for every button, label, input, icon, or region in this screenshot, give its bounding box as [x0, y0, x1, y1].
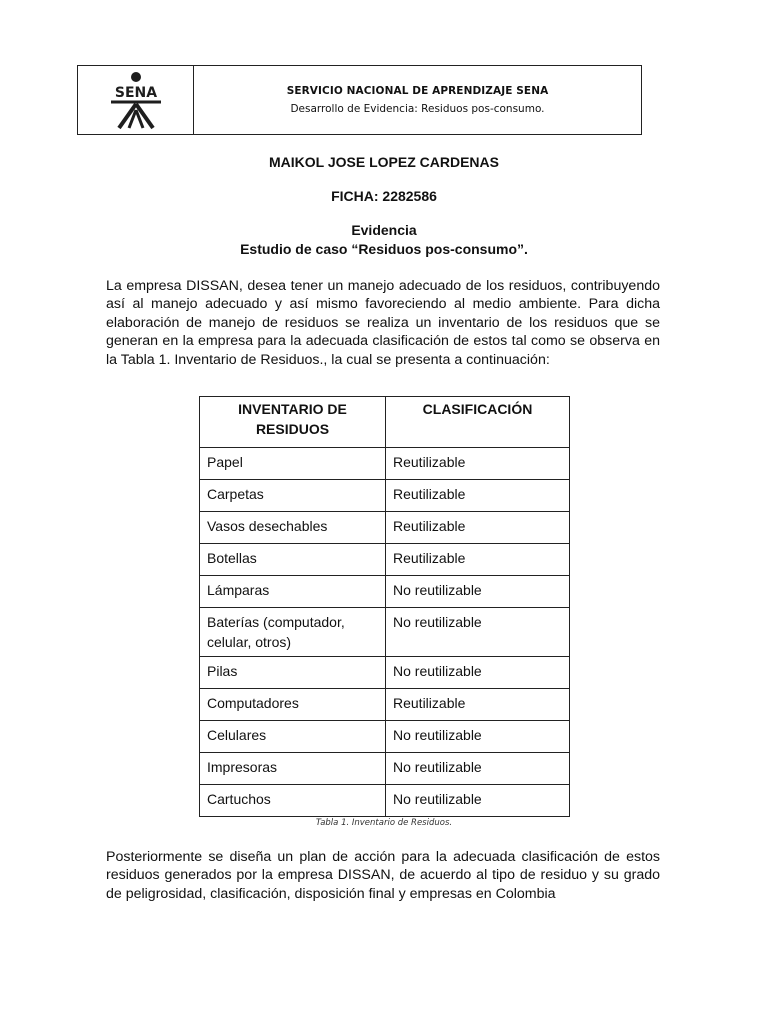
sena-logo-icon	[107, 70, 165, 130]
closing-paragraph: Posteriormente se diseña un plan de acción para la adecuada clasificación de estos residuos generados por la empresa DISSAN, de acuerdo al tipo de residuo y su grado de peligrosidad, clasificación, disposición final y empresas en Colombia	[106, 849, 660, 902]
classification: Reutilizable	[386, 512, 570, 544]
table-row	[200, 785, 570, 817]
classification: No reutilizable	[386, 657, 570, 689]
table-row	[200, 721, 570, 753]
ficha-number: FICHA: 2282586	[331, 188, 437, 204]
waste-item: Computadores	[200, 689, 386, 721]
logo-text: SENA	[114, 85, 157, 101]
waste-item: Impresoras	[200, 753, 386, 785]
table-row	[200, 544, 570, 576]
waste-item: Lámparas	[200, 576, 386, 608]
evidence-label: Evidencia	[351, 222, 417, 238]
table-caption: Tabla 1. Inventario de Residuos.	[315, 818, 453, 828]
waste-item: Celulares	[200, 721, 386, 753]
waste-inventory-table	[199, 396, 570, 817]
waste-item: Carpetas	[200, 480, 386, 512]
classification: No reutilizable	[386, 576, 570, 608]
header-classification: CLASIFICACIÓN	[386, 397, 570, 448]
classification: No reutilizable	[386, 753, 570, 785]
org-name: SERVICIO NACIONAL DE APRENDIZAJE SENA	[286, 85, 549, 97]
classification: Reutilizable	[386, 544, 570, 576]
waste-item: Botellas	[200, 544, 386, 576]
classification: Reutilizable	[386, 480, 570, 512]
table-row	[200, 657, 570, 689]
author-name: MAIKOL JOSE LOPEZ CARDENAS	[269, 154, 499, 170]
sena-logo	[78, 66, 194, 134]
classification: No reutilizable	[386, 721, 570, 753]
waste-item: Pilas	[200, 657, 386, 689]
document-header	[77, 65, 642, 135]
intro-paragraph: La empresa DISSAN, desea tener un manejo adecuado de los residuos, contribuyendo así al manejo adecuado y así mismo favoreciendo al medio ambiente. Para dicha elaboración de manejo de residuos se realiza un inventario de los residuos que se generan en la empresa para la adecuada clasificación de estos tal como se observa en la Tabla 1. Inventario de Residuos., la cual se presenta a continuación:	[106, 278, 660, 368]
waste-item: Papel	[200, 448, 386, 480]
header-inventory: INVENTARIO DE RESIDUOS	[200, 397, 386, 448]
classification: No reutilizable	[386, 608, 570, 657]
table-row	[200, 753, 570, 785]
classification: Reutilizable	[386, 448, 570, 480]
table-row	[200, 512, 570, 544]
case-title: Estudio de caso “Residuos pos-consumo”.	[240, 241, 528, 257]
table-row	[200, 689, 570, 721]
waste-item: Vasos desechables	[200, 512, 386, 544]
classification: No reutilizable	[386, 785, 570, 817]
table-row	[200, 480, 570, 512]
table-header-row	[200, 397, 570, 448]
table-row	[200, 576, 570, 608]
table-row	[200, 448, 570, 480]
document-subtitle: Desarrollo de Evidencia: Residuos pos-consumo.	[290, 103, 545, 115]
waste-item: Cartuchos	[200, 785, 386, 817]
classification: Reutilizable	[386, 689, 570, 721]
waste-item: Baterías (computador, celular, otros)	[200, 608, 386, 657]
table-row	[200, 608, 570, 657]
